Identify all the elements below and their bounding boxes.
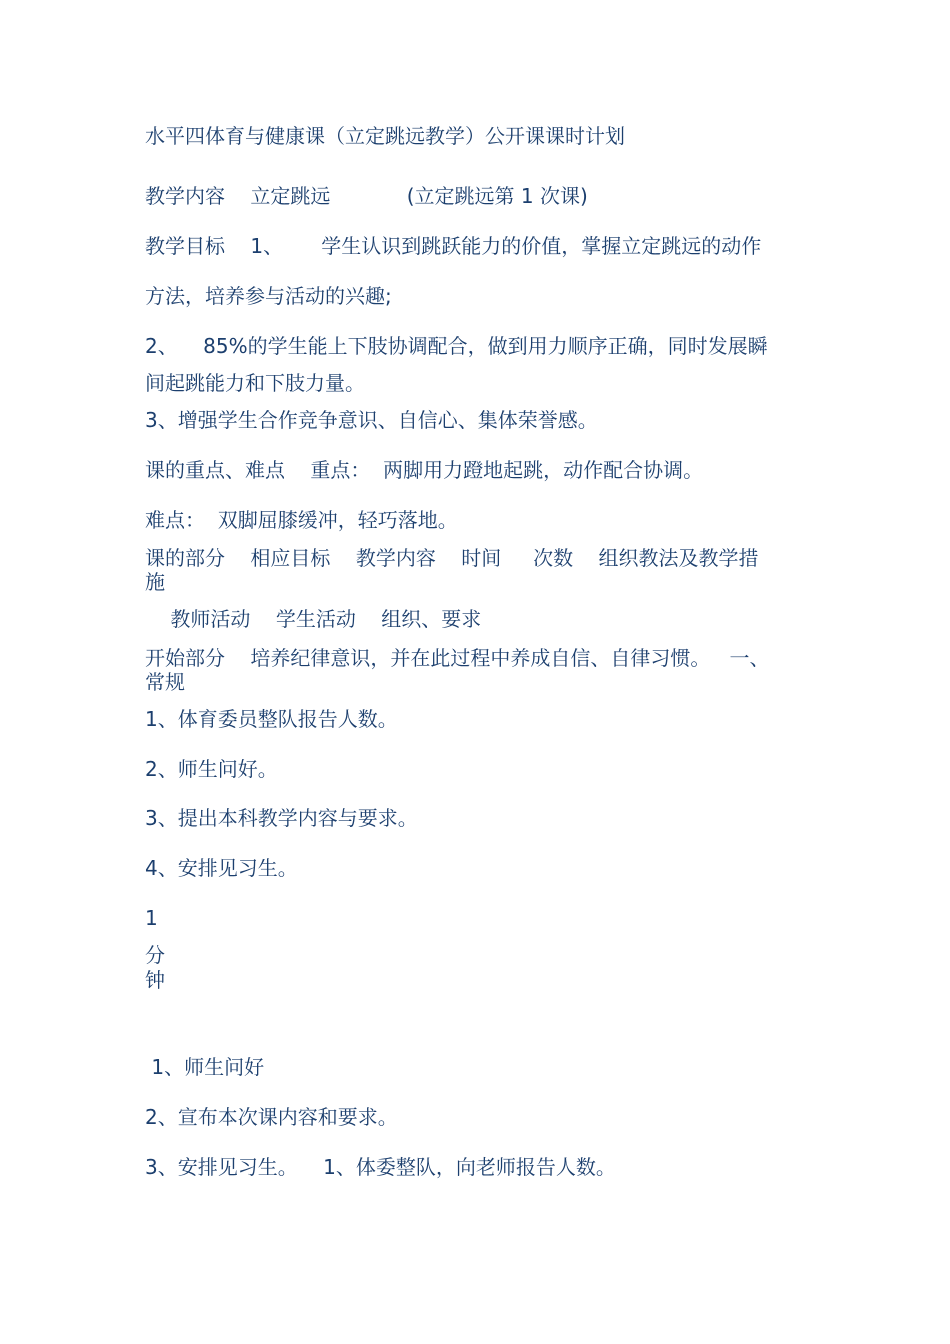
start-part-cont: 常规 [145,670,185,694]
routine-3: 3、提出本科教学内容与要求。 [145,806,418,830]
teacher-activity-2: 2、宣布本次课内容和要求。 [145,1105,398,1129]
teaching-content: 教学内容 立定跳远 (立定跳远第 1 次课) [145,184,588,208]
routine-1: 1、体育委员整队报告人数。 [145,707,398,731]
objective-1: 教学目标 1、 学生认识到跳跃能力的价值，掌握立定跳远的动作 [145,234,762,258]
start-part: 开始部分 培养纪律意识，并在此过程中养成自信、自律习惯。 一、 [145,646,770,670]
objective-2: 2、 85%的学生能上下肢协调配合，做到用力顺序正确，同时发展瞬 [145,334,768,358]
key-points: 课的重点、难点 重点： 两脚用力蹬地起跳，动作配合协调。 [145,458,704,482]
objective-1-cont: 方法，培养参与活动的兴趣; [145,284,392,308]
teacher-activity-1: 1、师生问好 [145,1055,265,1079]
table-subheader: 教师活动 学生活动 组织、要求 [145,607,482,631]
difficulty: 难点： 双脚屈膝缓冲，轻巧落地。 [145,508,458,532]
routine-2: 2、师生问好。 [145,757,278,781]
document-title: 水平四体育与健康课（立定跳远教学）公开课课时计划 [145,124,625,148]
time-unit-2: 钟 [145,968,165,992]
routine-4: 4、安排见习生。 [145,856,298,880]
objective-2-cont: 间起跳能力和下肢力量。 [145,371,365,395]
time-number: 1 [145,906,158,930]
teacher-activity-3: 3、安排见习生。 1、体委整队，向老师报告人数。 [145,1155,616,1179]
objective-3: 3、增强学生合作竞争意识、自信心、集体荣誉感。 [145,408,598,432]
table-header-cont: 施 [145,570,165,594]
table-header: 课的部分 相应目标 教学内容 时间 次数 组织教法及教学措 [145,546,759,570]
time-unit-1: 分 [145,943,165,967]
